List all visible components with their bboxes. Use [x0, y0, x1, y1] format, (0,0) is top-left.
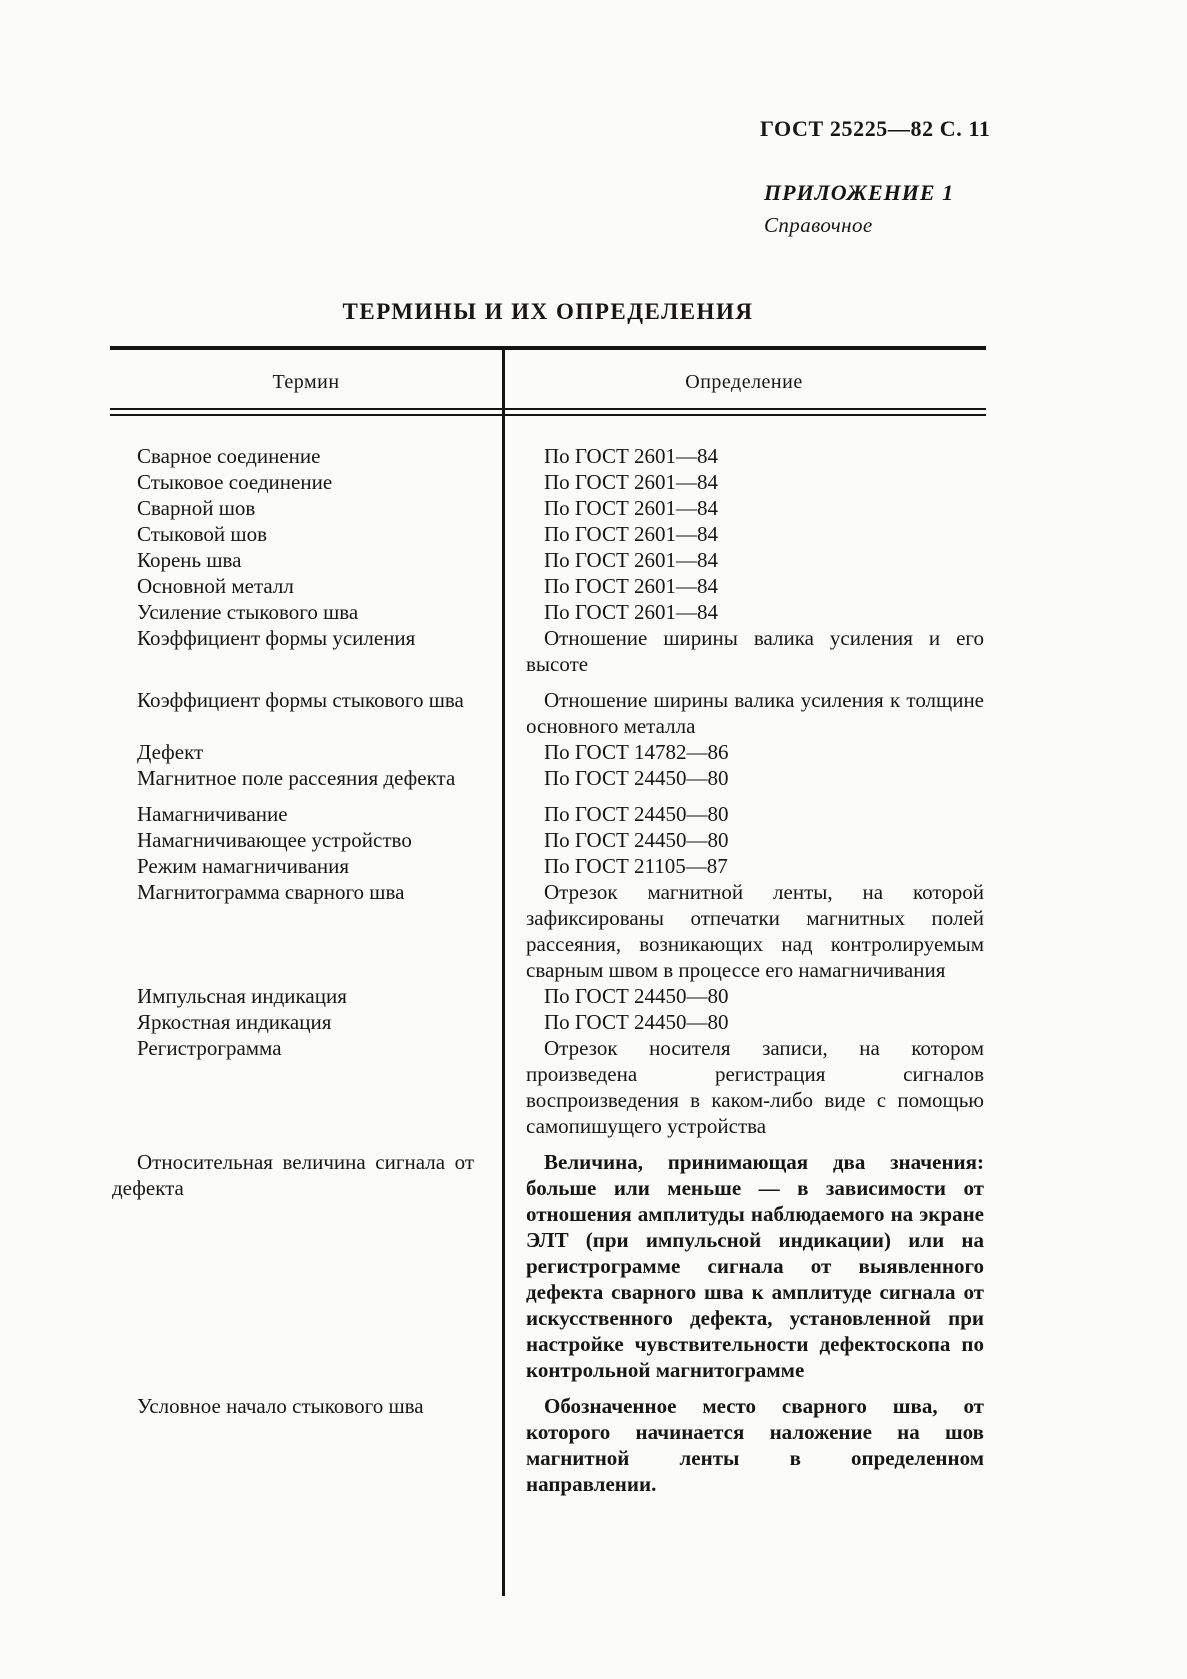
term-cell: Сварное соединение	[137, 444, 321, 468]
term-cell: Усиление стыкового шва	[137, 600, 359, 624]
term-cell: Яркостная индикация	[137, 1010, 332, 1034]
term-cell: Магнитограмма сварного шва	[137, 880, 405, 904]
definition-cell: По ГОСТ 21105—87	[544, 854, 728, 878]
definition-cell: Отрезок носителя записи, на котором произведена регистрация сигналов воспроизведения в каком-либо виде с помощью самопишущего устройства	[526, 1036, 984, 1138]
definition-cell: Отношение ширины валика усиления к толщине основного металла	[526, 688, 984, 738]
doc-reference: ГОСТ 25225—82 С. 11	[760, 116, 991, 141]
term-cell: Магнитное поле рассеяния дефекта	[137, 766, 456, 790]
definition-cell: По ГОСТ 2601—84	[544, 470, 719, 494]
table-row	[110, 1009, 986, 1035]
definition-cell: Отношение ширины валика усиления и его высоте	[526, 626, 984, 676]
term-cell: Стыковое соединение	[137, 470, 333, 494]
column-header-definition: Определение	[685, 371, 803, 393]
terms-table	[110, 346, 986, 1596]
table-row	[110, 1035, 986, 1139]
term-cell: Коэффициент формы усиления	[137, 626, 416, 650]
term-cell: Условное начало стыкового шва	[137, 1394, 424, 1418]
table-row	[110, 801, 986, 827]
definition-cell: По ГОСТ 24450—80	[544, 1010, 729, 1034]
term-cell: Намагничивающее устройство	[137, 828, 412, 852]
term-cell: Относительная величина сигнала от дефекта	[112, 1150, 474, 1200]
table-row	[110, 599, 986, 625]
appendix-type: Справочное	[764, 213, 873, 237]
definition-cell: По ГОСТ 24450—80	[544, 766, 729, 790]
table-header-row	[110, 350, 986, 408]
table-row	[110, 853, 986, 879]
term-cell: Корень шва	[137, 548, 242, 572]
table-row	[110, 1149, 986, 1383]
table-row	[110, 739, 986, 765]
definition-cell: По ГОСТ 2601—84	[544, 444, 719, 468]
definition-cell: По ГОСТ 14782—86	[544, 740, 729, 764]
term-cell: Импульсная индикация	[137, 984, 347, 1008]
appendix-label: ПРИЛОЖЕНИЕ 1	[764, 180, 955, 205]
table-row	[110, 879, 986, 983]
definition-cell: По ГОСТ 2601—84	[544, 548, 719, 572]
table-row	[110, 521, 986, 547]
definition-cell: По ГОСТ 24450—80	[544, 802, 729, 826]
page-title: ТЕРМИНЫ И ИХ ОПРЕДЕЛЕНИЯ	[342, 299, 754, 324]
table-row	[110, 443, 986, 469]
term-cell: Намагничивание	[137, 802, 288, 826]
definition-cell: По ГОСТ 2601—84	[544, 522, 719, 546]
table-body	[110, 416, 986, 1497]
term-cell: Коэффициент формы стыкового шва	[137, 688, 464, 712]
column-header-term: Термин	[272, 371, 340, 393]
term-cell: Основной металл	[137, 574, 294, 598]
table-row	[110, 573, 986, 599]
definition-cell: По ГОСТ 2601—84	[544, 574, 719, 598]
table-row	[110, 625, 986, 677]
table-header-rule	[110, 408, 986, 416]
definition-cell: Величина, принимающая два значения: больше или меньше — в зависимости от отношения амплитуды наблюдаемого на экране ЭЛТ (при импульсной индикации) или на регистрограмме сигнала от выявленного дефекта сварного шва к амплитуде сигнала от искусственного дефекта, установленной при настройке чувствительности дефектоскопа по контрольной магнитограмме	[526, 1150, 984, 1382]
term-cell: Стыковой шов	[137, 522, 267, 546]
term-cell: Сварной шов	[137, 496, 256, 520]
table-row	[110, 983, 986, 1009]
definition-cell: По ГОСТ 2601—84	[544, 496, 719, 520]
table-row	[110, 495, 986, 521]
table-row	[110, 1393, 986, 1497]
definition-cell: По ГОСТ 2601—84	[544, 600, 719, 624]
term-cell: Регистрограмма	[137, 1036, 282, 1060]
definition-cell: Отрезок магнитной ленты, на которой зафиксированы отпечатки магнитных полей рассеяния, возникающих над контролируемым сварным швом в процессе его намагничивания	[526, 880, 984, 982]
term-cell: Режим намагничивания	[137, 854, 350, 878]
table-row	[110, 547, 986, 573]
appendix-block	[764, 180, 954, 238]
table-row	[110, 687, 986, 739]
definition-cell: По ГОСТ 24450—80	[544, 828, 729, 852]
definition-cell: По ГОСТ 24450—80	[544, 984, 729, 1008]
table-row	[110, 827, 986, 853]
table-row	[110, 469, 986, 495]
column-divider	[502, 346, 505, 1596]
table-row	[110, 765, 986, 791]
definition-cell: Обозначенное место сварного шва, от которого начинается наложение на шов магнитной ленты в определенном направлении.	[526, 1394, 984, 1496]
term-cell: Дефект	[137, 740, 204, 764]
